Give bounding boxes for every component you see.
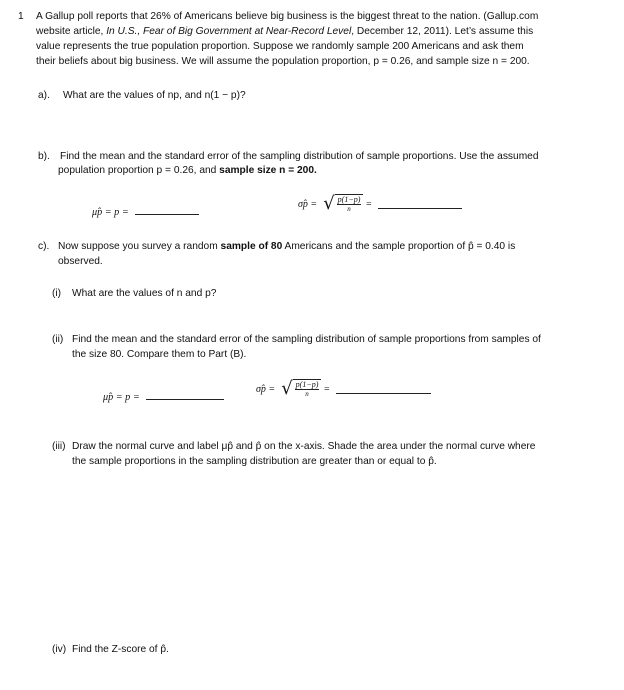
part-c-line-2: observed. xyxy=(58,256,103,267)
sub-ii-sigma-label: σp̂ = xyxy=(256,383,276,395)
sqrt-icon: √ xyxy=(281,378,293,399)
sub-iii-line-1: Draw the normal curve and label μp̂ and p̂ on the x-axis. Shade the area under the normal curve where xyxy=(72,441,536,452)
sub-iv-text: Find the Z-score of p̂. xyxy=(72,644,169,655)
part-a-label: a). xyxy=(38,90,50,101)
intro-line-3: value represents the true population proportion. Suppose we randomly sample 200 Americans and ask them xyxy=(36,41,524,52)
part-b-line-2 xyxy=(58,164,317,177)
part-b-fraction xyxy=(335,194,364,214)
sub-ii-se-answer-blank[interactable] xyxy=(336,384,431,394)
part-b-label: b). xyxy=(38,151,50,162)
sub-ii-sqrt xyxy=(281,379,321,399)
intro-line-1: A Gallup poll reports that 26% of Americans believe big business is the biggest threat to the nation. (Gallup.com xyxy=(36,11,539,22)
part-b-frac-numerator: p(1−p) xyxy=(337,195,361,204)
part-c-label: c). xyxy=(38,241,50,252)
sub-iii-label: (iii) xyxy=(52,441,66,452)
part-c-sample-size: sample of 80 xyxy=(220,241,283,252)
intro-line-2 xyxy=(36,25,533,38)
sub-iv-label: (iv) xyxy=(52,644,67,655)
part-b-se-answer-blank[interactable] xyxy=(378,199,462,209)
part-b-line-2-pre: population proportion p = 0.26, and xyxy=(58,165,220,176)
part-c-line-1-pre: Now suppose you survey a random xyxy=(58,241,221,252)
sub-ii-line-1: Find the mean and the standard error of the sampling distribution of sample proportions from samples of xyxy=(72,334,541,345)
sub-iii-line-2: the sample proportions in the sampling distribution are greater than or equal to p̂. xyxy=(72,456,437,467)
part-b-frac-denominator: n xyxy=(347,205,351,213)
sub-ii-label: (ii) xyxy=(52,334,64,345)
sqrt-icon: √ xyxy=(323,193,335,214)
part-b-se-formula xyxy=(298,194,462,214)
part-c-line-1-post: Americans and the sample proportion of p̂ = 0.40 is xyxy=(282,241,516,252)
sub-ii-frac-numerator: p(1−p) xyxy=(295,380,319,389)
sub-ii-mean-formula xyxy=(103,390,224,404)
sub-ii-se-formula xyxy=(256,379,431,399)
sub-ii-line-2: the size 80. Compare them to Part (B). xyxy=(72,349,247,360)
intro-line-4: their beliefs about big business. We will assume the population proportion, p = 0.26, and sample size n = 200. xyxy=(36,56,530,67)
part-a-question: What are the values of np, and n(1 − p)? xyxy=(63,90,246,101)
intro-line-2-post: , December 12, 2011). Let’s assume this xyxy=(351,26,534,37)
part-b-sqrt xyxy=(323,194,363,214)
part-b-mu-label: μp̂ = p = xyxy=(92,207,129,218)
part-c-line-1 xyxy=(58,240,515,253)
sub-ii-mu-label: μp̂ = p = xyxy=(103,392,140,403)
sub-ii-fraction xyxy=(293,379,322,399)
problem-number: 1 xyxy=(18,11,24,22)
part-b-sigma-label: σp̂ = xyxy=(298,198,318,210)
part-b-mean-formula xyxy=(92,205,199,219)
part-b-line-1: Find the mean and the standard error of the sampling distribution of sample proportions. Use the assumed xyxy=(60,151,539,162)
sub-i-text: What are the values of n and p? xyxy=(72,288,217,299)
part-b-sample-size: sample size n = 200. xyxy=(219,165,317,176)
part-b-equals: = xyxy=(365,198,373,210)
part-b-mean-answer-blank[interactable] xyxy=(135,205,199,215)
intro-line-2-pre: website article, xyxy=(36,26,107,37)
sub-ii-equals: = xyxy=(323,383,331,395)
article-title: In U.S., Fear of Big Government at Near-Record Level xyxy=(106,26,352,37)
sub-i-label: (i) xyxy=(52,288,62,299)
sub-ii-mean-answer-blank[interactable] xyxy=(146,390,224,400)
sub-ii-frac-denominator: n xyxy=(305,390,309,398)
